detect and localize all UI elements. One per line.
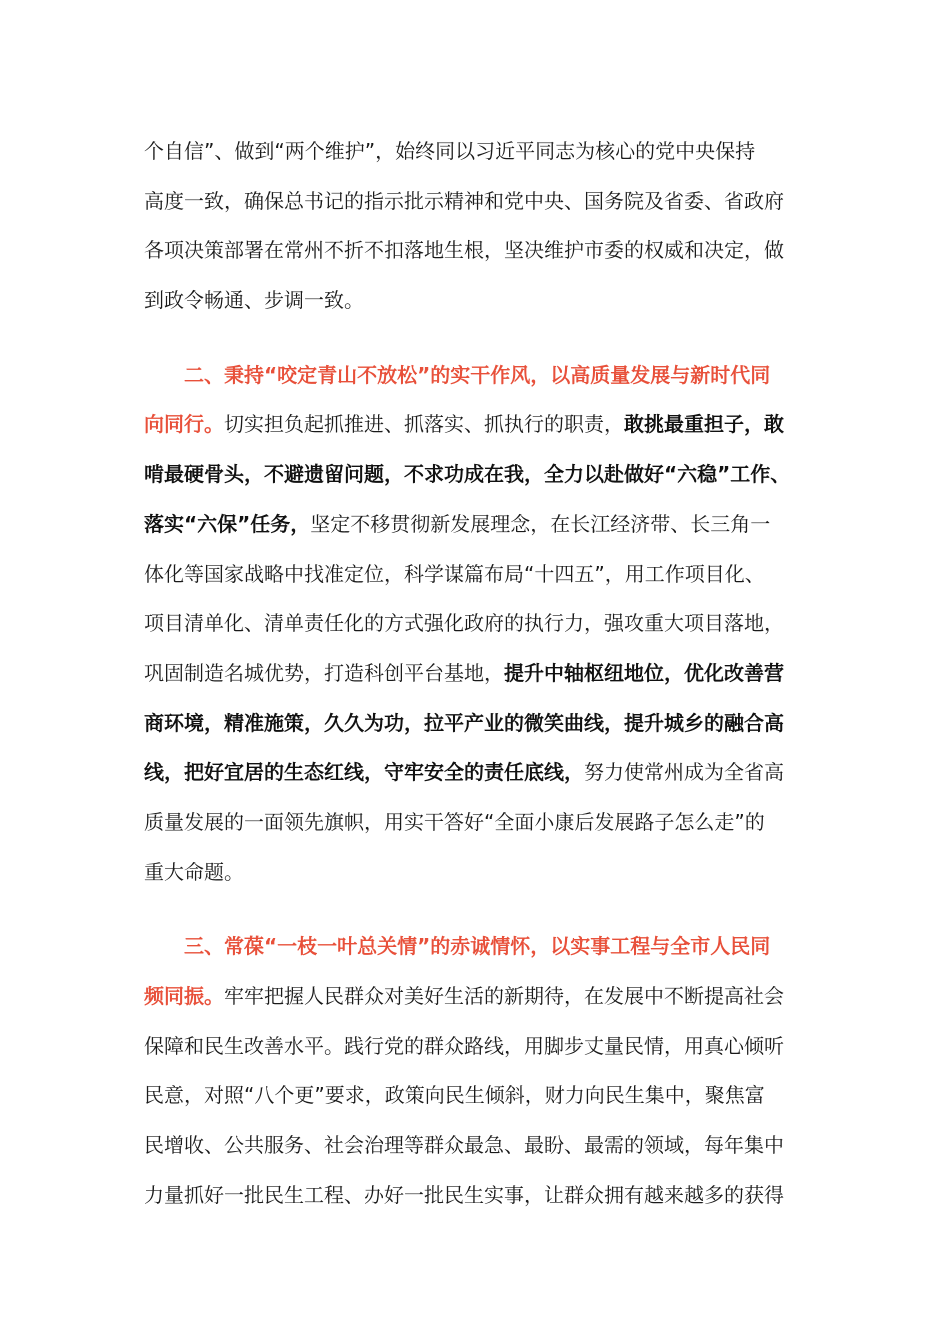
bold-text: 敢挑最重担子，敢 [624,412,784,437]
text-line: 各项决策部署在常州不折不扣落地生根，坚决维护市委的权威和决定，做 [144,238,784,263]
text-line: 民意，对照“八个更”要求，政策向民生倾斜，财力向民生集中，聚焦富 [144,1083,765,1108]
text-line: 保障和民生改善水平。践行党的群众路线，用脚步丈量民情，用真心倾听 [144,1033,784,1058]
body-text: 坚定不移贯彻新发展理念，在长江经济带、长三角一 [310,511,771,536]
text-line: 民增收、公共服务、社会治理等群众最急、最盼、最需的领域，每年集中 [144,1133,784,1158]
text-line: 质量发展的一面领先旗帜，用实干答好“全面小康后发展路子怎么走”的 [144,809,765,834]
text-line: 个自信”、做到“两个维护”，始终同以习近平同志为核心的党中央保持 [144,139,756,163]
paragraph-3 [144,922,808,1220]
text-line: 体化等国家战略中找准定位，科学谋篇布局“十四五”，用工作项目化、 [144,561,765,586]
document-page [144,127,808,1220]
text-line: 到政令畅通、步调一致。 [144,288,364,313]
text-line: 项目清单化、清单责任化的方式强化政府的执行力，强攻重大项目落地， [144,611,784,636]
text-line: 力量抓好一批民生工程、办好一批民生实事，让群众拥有越来越多的获得 [144,1182,784,1207]
paragraph-1 [144,127,808,326]
section-heading-end: 向同行。 [144,412,224,437]
body-text: 牢牢把握人民群众对美好生活的新期待，在发展中不断提高社会 [224,984,784,1008]
bold-text: 线，把好宜居的生态红线，守牢安全的责任底线， [144,760,584,785]
text-line: 高度一致，确保总书记的指示批示精神和党中央、国务院及省委、省政府 [144,188,784,213]
section-heading-end: 频同振。 [144,984,224,1008]
bold-text: 啃最硬骨头，不避遗留问题，不求功成在我，全力以赴做好“六稳”工作、 [144,462,791,487]
text-line: 重大命题。 [144,859,244,884]
bold-text: 商环境，精准施策，久久为功，拉平产业的微笑曲线，提升城乡的融合高 [144,710,784,735]
section-heading: 二、秉持“咬定青山不放松”的实干作风，以高质量发展与新时代同 [184,362,771,387]
body-text: 切实担负起抓推进、抓落实、抓执行的职责， [224,412,624,437]
section-heading: 三、常葆“一枝一叶总关情”的赤诚情怀，以实事工程与全市人民同 [184,934,771,959]
body-text: 努力使常州成为全省高 [584,760,784,785]
bold-text: 提升中轴枢纽地位，优化改善营 [504,660,784,685]
bold-text: 落实“六保”任务， [144,511,311,536]
paragraph-2 [144,351,808,898]
body-text: 巩固制造名城优势，打造科创平台基地， [144,660,504,685]
